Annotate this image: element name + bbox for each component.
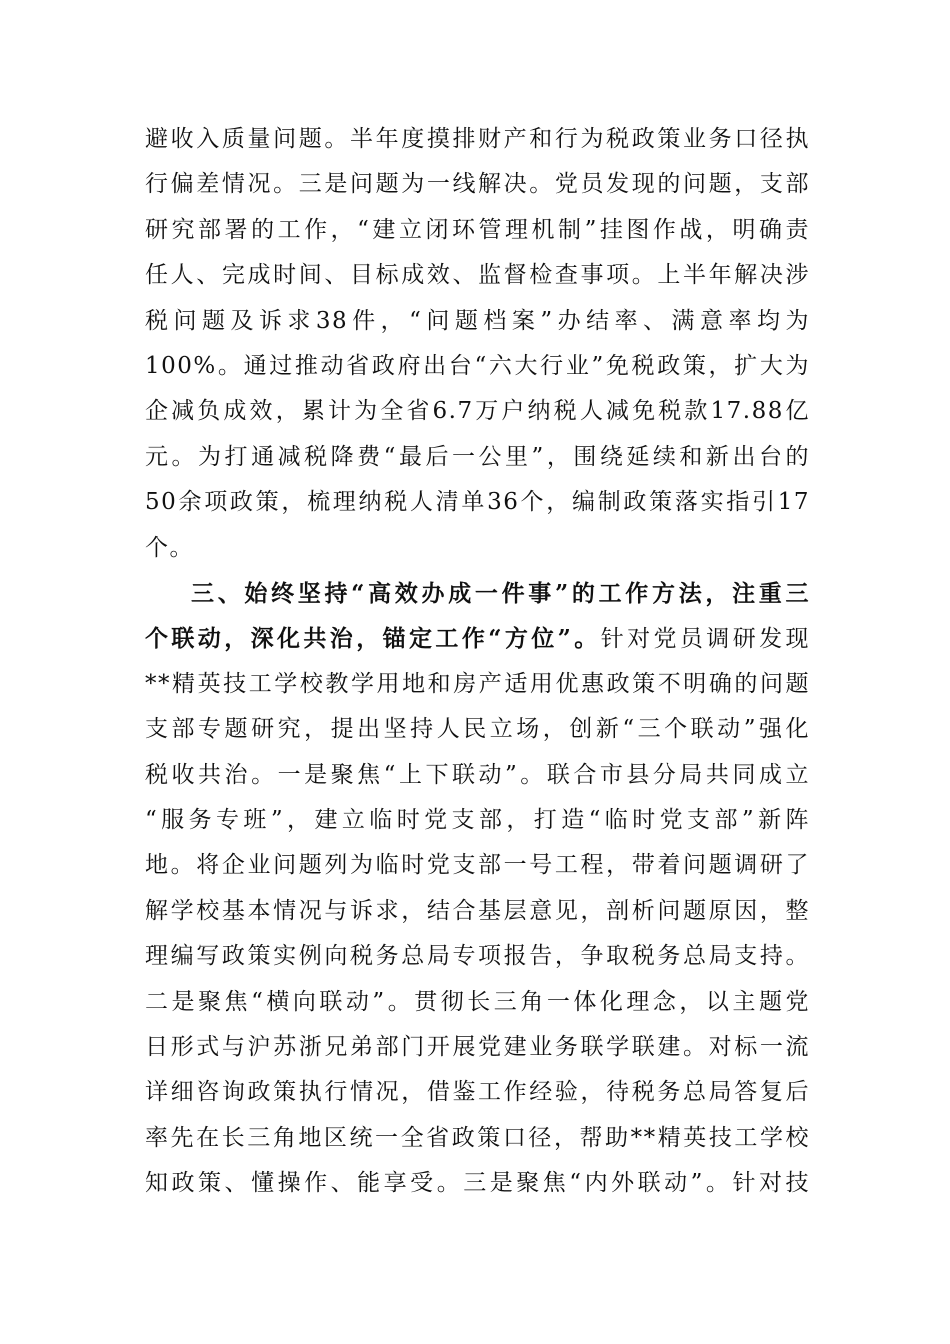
section-heading-continued: 个联动，深化共治，锚定工作“方位”。: [145, 625, 601, 653]
paragraph-line: 行偏差情况。三是问题为一线解决。党员发现的问题，支部: [145, 171, 810, 198]
paragraph-line: 地。将企业问题列为临时党支部一号工程，带着问题调研了: [145, 852, 810, 879]
paragraph-line: 理编写政策实例向税务总局专项报告，争取税务总局支持。: [145, 943, 810, 970]
paragraph-line: 研究部署的工作，“建立闭环管理机制”挂图作战，明确责: [145, 216, 810, 243]
paragraph-line: 避收入质量问题。半年度摸排财产和行为税政策业务口径执: [145, 126, 810, 152]
paragraph-text: 针对党员调研发现: [600, 626, 810, 653]
paragraph-line: 100%。通过推动省政府出台“六大行业”免税政策，扩大为: [145, 352, 810, 379]
paragraph-1: [145, 117, 810, 571]
paragraph-line: 率先在长三角地区统一全省政策口径，帮助**精英技工学校: [145, 1124, 810, 1151]
paragraph-2: [145, 571, 810, 1206]
paragraph-line: 50余项政策，梳理纳税人清单36个，编制政策落实指引17: [145, 489, 810, 516]
paragraph-line: 税收共治。一是聚焦“上下联动”。联合市县分局共同成立: [145, 761, 810, 788]
paragraph-line: 企减负成效，累计为全省6.7万户纳税人减免税款17.88亿: [145, 398, 811, 425]
paragraph-line: 任人、完成时间、目标成效、监督检查事项。上半年解决涉: [145, 262, 810, 289]
paragraph-line: 二是聚焦“横向联动”。贯彻长三角一体化理念，以主题党: [145, 988, 810, 1015]
paragraph-line: **精英技工学校教学用地和房产适用优惠政策不明确的问题: [145, 670, 810, 697]
paragraph-line: 税问题及诉求38件，“问题档案”办结率、满意率均为: [145, 307, 810, 334]
paragraph-line: 元。为打通减税降费“最后一公里”，围绕延续和新出台的: [145, 443, 810, 470]
paragraph-line: [145, 616, 810, 661]
paragraph-line: “服务专班”，建立临时党支部，打造“临时党支部”新阵: [145, 806, 810, 833]
paragraph-line: 详细咨询政策执行情况，借鉴工作经验，待税务总局答复后: [145, 1079, 810, 1106]
section-heading: 三、始终坚持“高效办成一件事”的工作方法，注重三: [191, 580, 810, 607]
paragraph-line: 知政策、懂操作、能享受。三是聚焦“内外联动”。针对技: [145, 1170, 810, 1197]
paragraph-line: 日形式与沪苏浙兄弟部门开展党建业务联学联建。对标一流: [145, 1033, 810, 1060]
paragraph-line: 解学校基本情况与诉求，结合基层意见，剖析问题原因，整: [145, 897, 810, 924]
paragraph-line: 个。: [145, 534, 194, 561]
paragraph-line: 支部专题研究，提出坚持人民立场，创新“三个联动”强化: [145, 716, 810, 743]
